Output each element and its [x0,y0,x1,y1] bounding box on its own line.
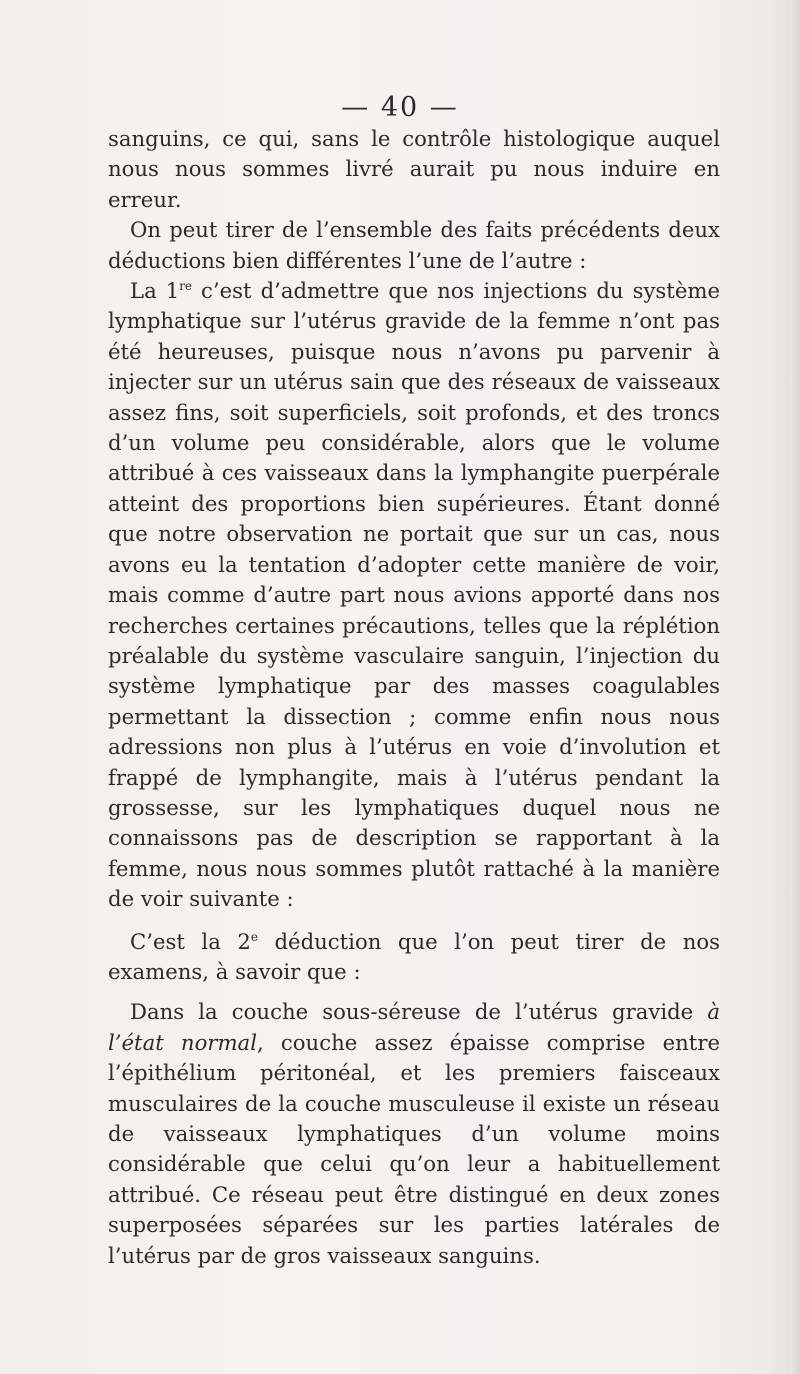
paragraph-3-prefix: La 1 [130,278,180,304]
page-edge [790,0,800,1374]
paragraph-4-superscript: e [250,929,258,944]
paragraph-5-start: Dans la couche sous-séreuse de l’utérus gravide [130,999,708,1025]
page-number: — 40 — [341,92,459,123]
paragraph-3-body: c’est d’admettre que nos injections du système lymphatique sur l’utérus gravide de la femme n’ont pas été heureuses, puisque nous n’avons pu parvenir à injecter sur un utérus sain que des réseaux de vaisseaux assez fins, soit superficiels, soit profonds, et des troncs d’un volume peu considérable, alors que le volume attribué à ces vaisseaux dans la lymphangite puerpérale atteint des proportions bien supérieures. Étant donné que notre observation ne portait que sur un cas, nous avons eu la tentation d’adopter cette manière de voir, mais comme d’autre part nous avions apporté dans nos recherches certaines précautions, telles que la réplétion préalable du système vasculaire sanguin, l’injection du système lymphatique par des masses coagulables permettant la dissection ; comme enfin nous nous adressions non plus à l’utérus en voie d’involution et frappé de lymphangite, mais à l’utérus pendant la grossesse, sur les lymphatiques duquel nous ne connaissons pas de description se rapportant à la femme, nous nous sommes plutôt rattaché à la manière de voir suivante : [108,278,720,912]
paragraph-4-body: déduction que l’on peut tirer de nos examens, à savoir que : [108,928,720,984]
paragraph-3-superscript: re [179,278,193,293]
body-text [108,124,720,1271]
paragraph-2: On peut tirer de l’ensemble des faits précédents deux déductions bien différentes l’une de l’autre : [108,217,720,273]
paragraph-4-prefix: C’est la 2 [130,928,251,954]
paragraph-4 [108,927,720,988]
paragraph-5-italic: à l’état normal [108,999,720,1055]
paragraph-5-end: , couche assez épaisse comprise entre l’épithélium péritonéal, et les premiers faisceaux musculaires de la couche musculeuse il existe un réseau de vaisseaux lymphatiques d’un volume moins considérable que celui qu’on leur a habituellement attribué. Ce réseau peut être distingué en deux zones superposées séparées sur les parties latérales de l’utérus par de gros vaisseaux sanguins. [108,1029,720,1268]
paragraph-3 [108,276,720,915]
paragraph-5 [108,997,720,1271]
paragraph-1: sanguins, ce qui, sans le contrôle histologique auquel nous nous sommes livré aurait pu nous induire en erreur. [108,126,720,212]
